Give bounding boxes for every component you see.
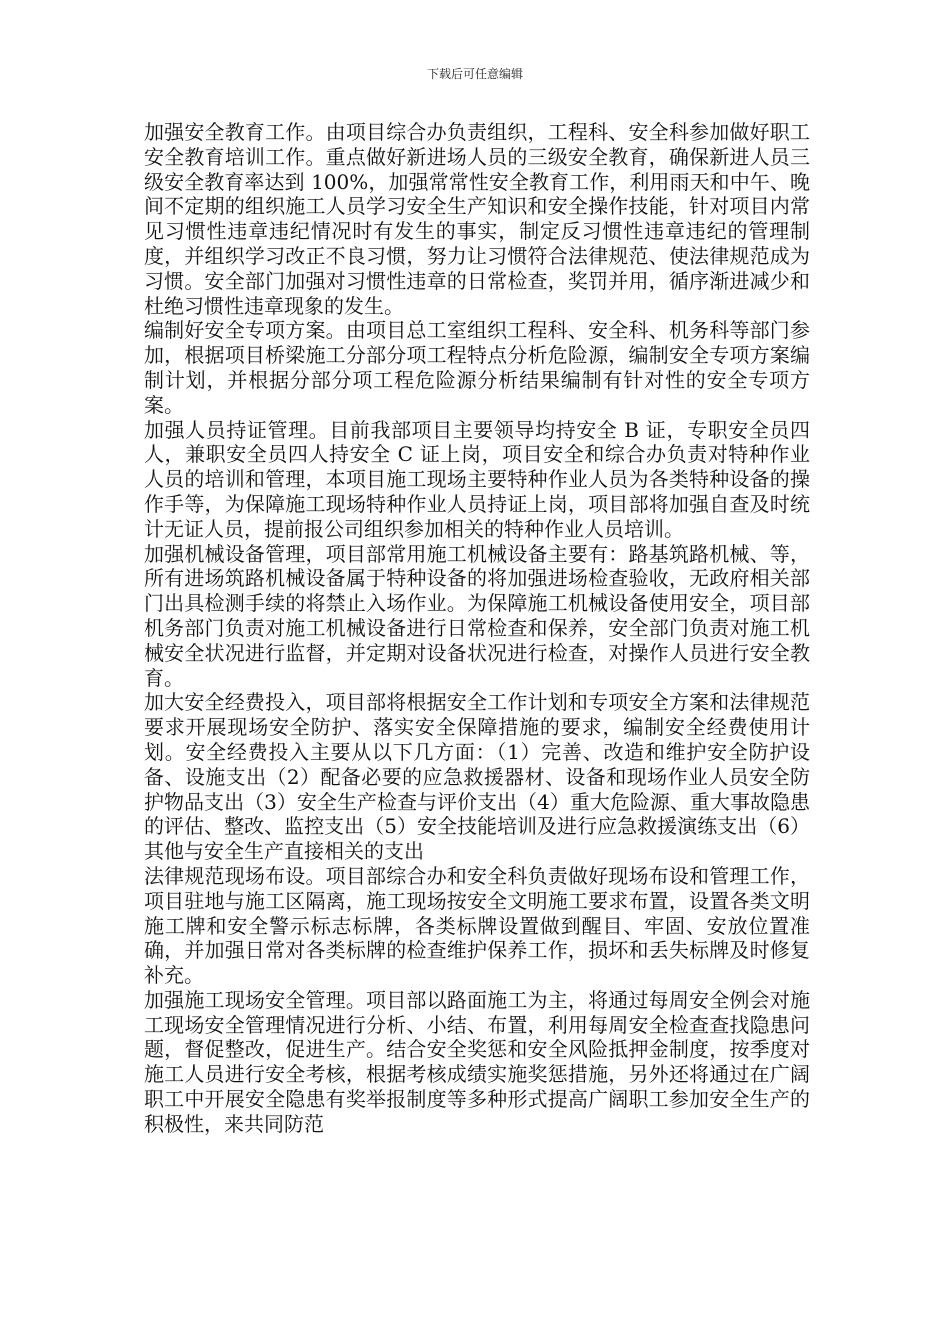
paragraph-safety-funding: 加大安全经费投入，项目部将根据安全工作计划和专项安全方案和法律规范要求开展现场安全防护、落实安全保障措施的要求，编制安全经费使用计划。安全经费投入主要从以下几方面：（1）完善、改造和维护安全防护设备、设施支出（2）配备必要的应急救援器材、设备和现场作业人员安全防护物品支出（3）安全生产检查与评价支出（4）重大危险源、重大事故隐患的评估、整改、监控支出（5）安全技能培训及进行应急救援演练支出（6）其他与安全生产直接相关的支出 xyxy=(144,690,810,864)
page-header: 下载后可任意编辑 xyxy=(426,67,523,81)
paragraph-equipment-management: 加强机械设备管理，项目部常用施工机械设备主要有：路基筑路机械、等，所有进场筑路机械设备属于特种设备的将加强进场检查验收，无政府相关部门出具检测手续的将禁止入场作业。为保障施工机械设备使用安全，项目部机务部门负责对施工机械设备进行日常检查和保养，安全部门负责对施工机械安全状况进行监督，并定期对设备状况进行检查，对操作人员进行安全教育。 xyxy=(144,541,810,690)
paragraph-site-layout: 法律规范现场布设。项目部综合办和安全科负责做好现场布设和管理工作，项目驻地与施工区隔离，施工现场按安全文明施工要求布置，设置各类文明施工牌和安全警示标志标牌，各类标牌设置做到醒目、牢固、安放位置准确，并加强日常对各类标牌的检查维护保养工作，损坏和丢失标牌及时修复补充。 xyxy=(144,863,810,988)
document-body xyxy=(144,120,810,1137)
paragraph-site-safety-management: 加强施工现场安全管理。项目部以路面施工为主，将通过每周安全例会对施工现场安全管理情况进行分析、小结、布置，利用每周安全检查查找隐患问题，督促整改，促进生产。结合安全奖惩和安全风险抵押金制度，按季度对施工人员进行安全考核，根据考核成绩实施奖惩措施，另外还将通过在广阔职工中开展安全隐患有奖举报制度等多种形式提高广阔职工参加安全生产的积极性，来共同防范 xyxy=(144,987,810,1136)
paragraph-certification-management: 加强人员持证管理。目前我部项目主要领导均持安全 B 证，专职安全员四人，兼职安全员四人持安全 C 证上岗，项目安全和综合办负责对特种作业人员的培训和管理，本项目施工现场主要特种作业人员为各类特种设备的操作手等，为保障施工现场特种作业人员持证上岗，项目部将加强自查及时统计无证人员，提前报公司组织参加相关的特种作业人员培训。 xyxy=(144,417,810,541)
paragraph-safety-education: 加强安全教育工作。由项目综合办负责组织，工程科、安全科参加做好职工安全教育培训工作。重点做好新进场人员的三级安全教育，确保新进人员三级安全教育率达到 100%，加强常常性安全教育工作，利用雨天和中午、晚间不定期的组织施工人员学习安全生产知识和安全操作技能，针对项目内常见习惯性违章违纪情况时有发生的事实，制定反习惯性违章违纪的管理制度，并组织学习改正不良习惯，努力让习惯符合法律规范、使法律规范成为习惯。安全部门加强对习惯性违章的日常检查，奖罚并用，循序渐进减少和杜绝习惯性违章现象的发生。 xyxy=(144,120,810,318)
paragraph-special-safety-plan: 编制好安全专项方案。由项目总工室组织工程科、安全科、机务科等部门参加，根据项目桥梁施工分部分项工程特点分析危险源，编制安全专项方案编制计划，并根据分部分项工程危险源分析结果编制有针对性的安全专项方案。 xyxy=(144,318,810,417)
